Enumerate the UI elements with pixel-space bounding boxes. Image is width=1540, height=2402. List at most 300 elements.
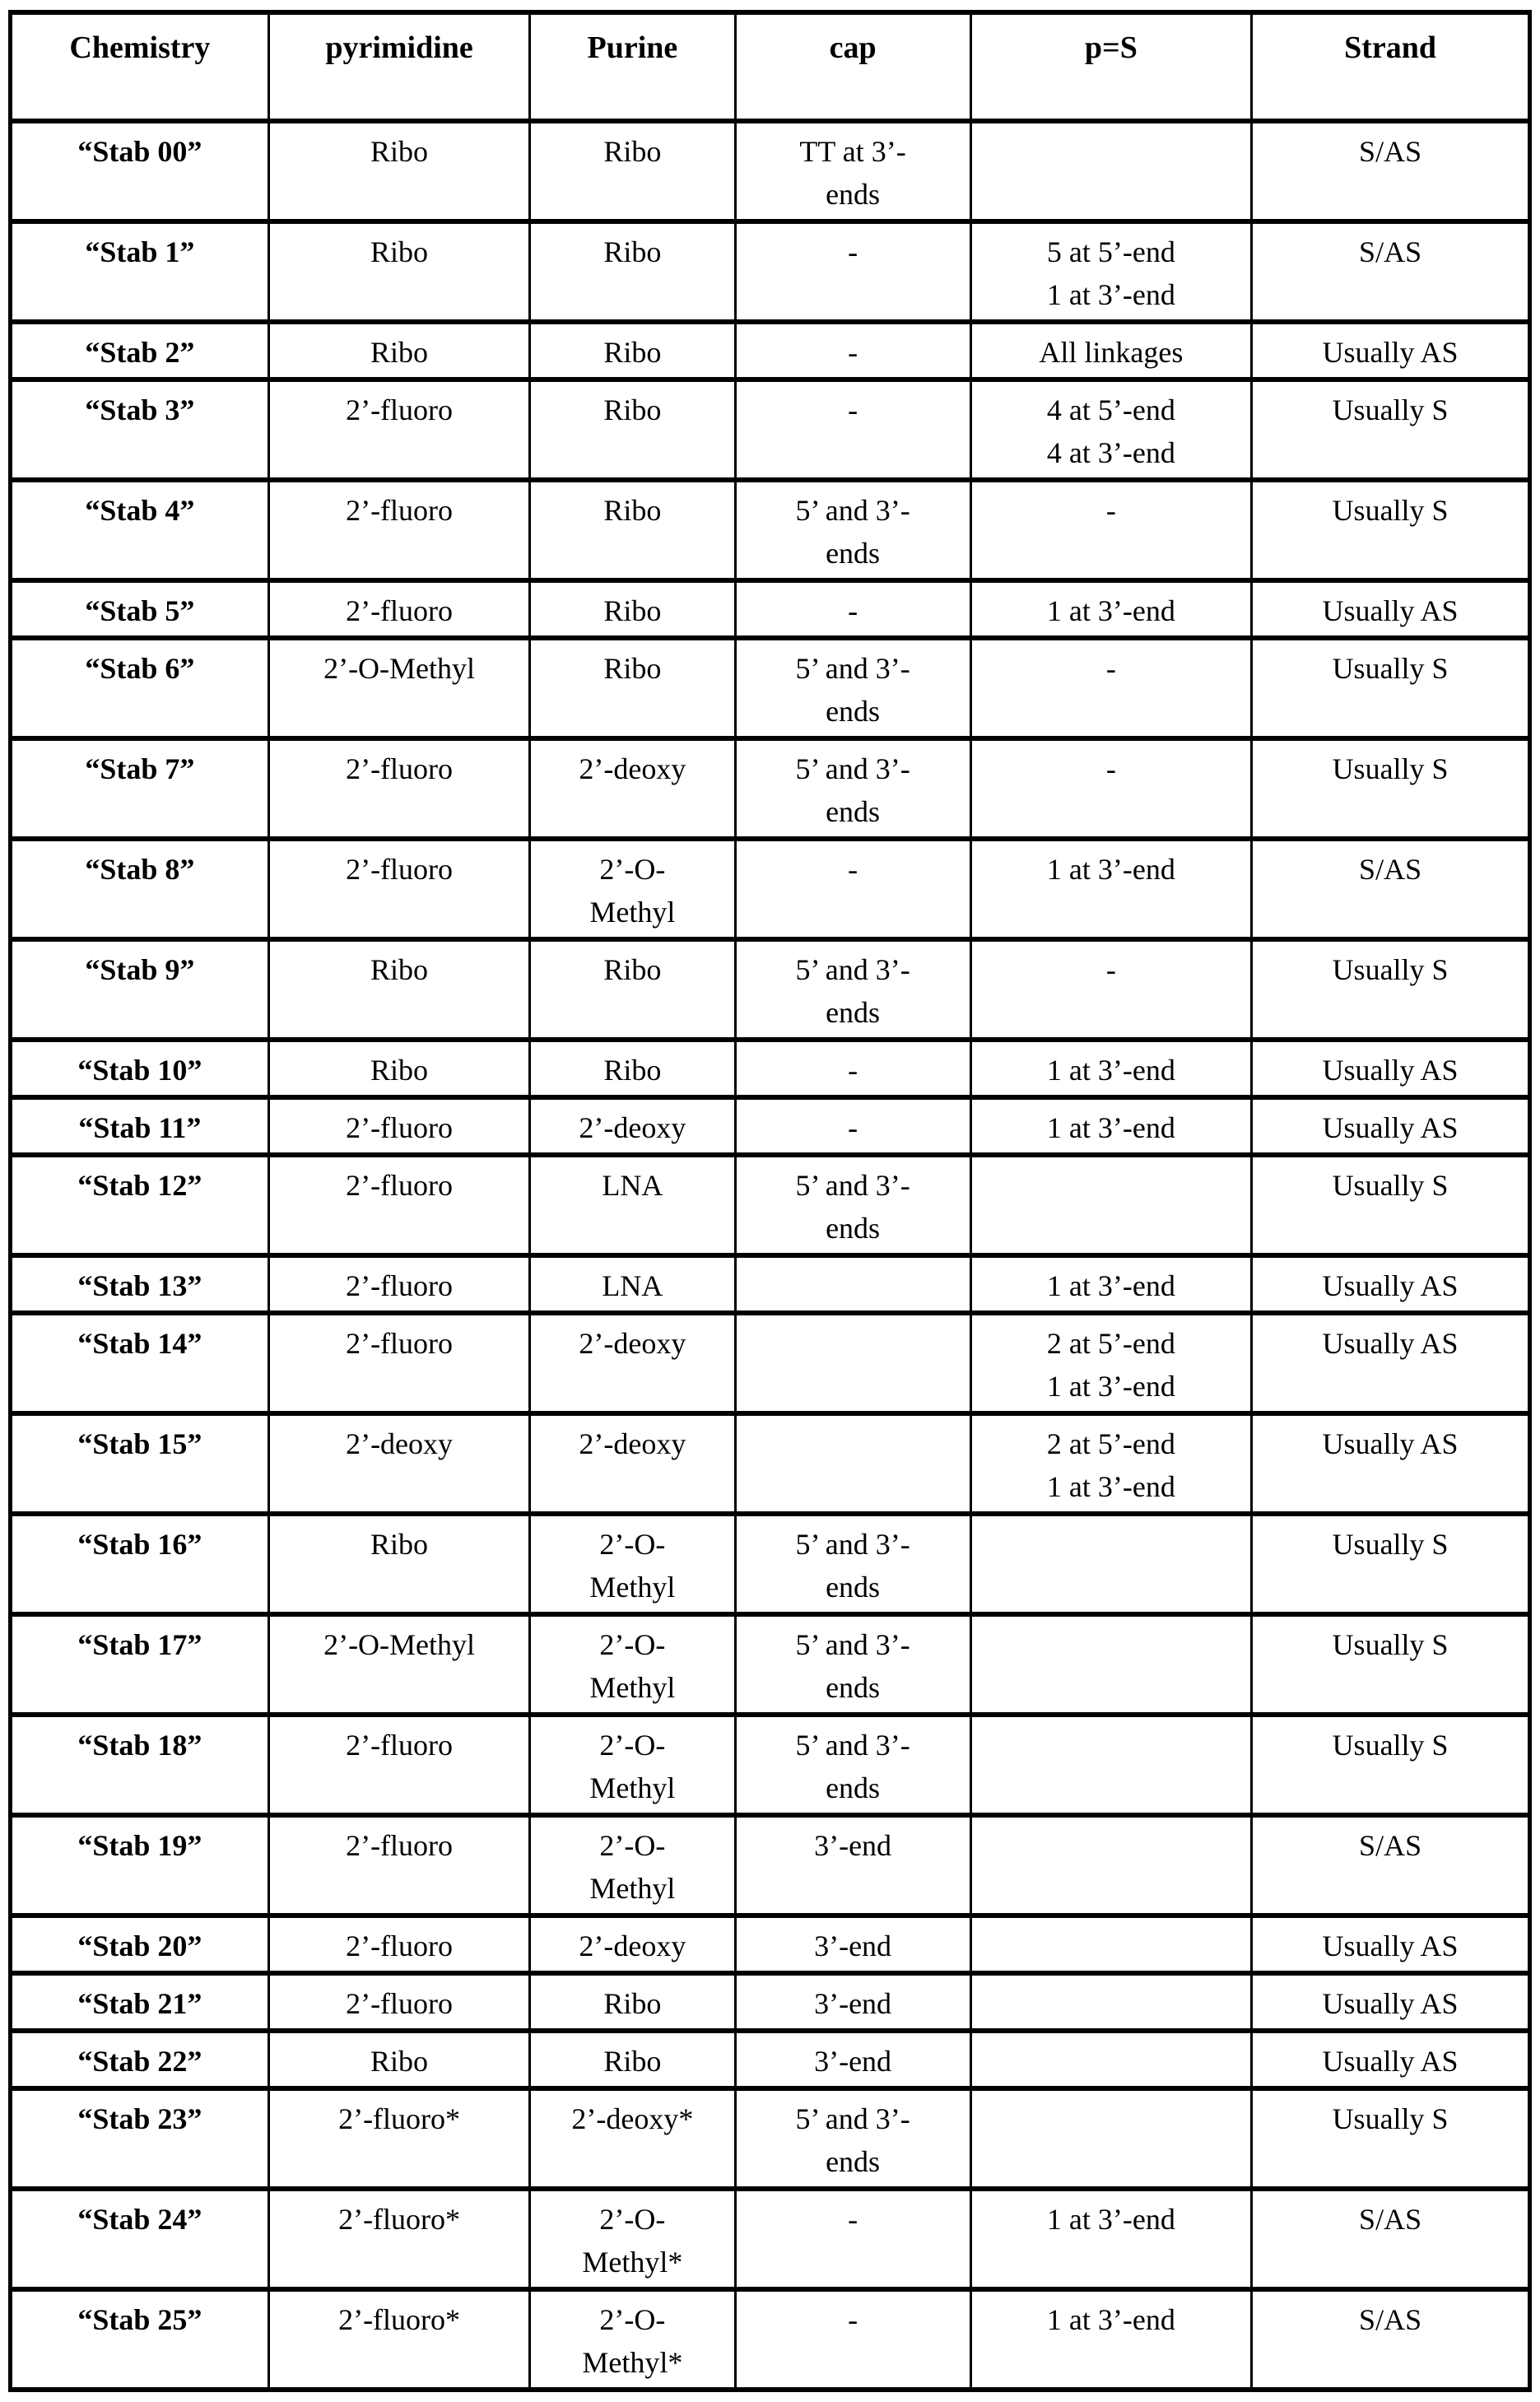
cell-line: 5’ and 3’- [795,1528,910,1561]
cell-ps [970,638,1252,738]
cell-line: Ribo [603,594,662,627]
table-row [11,480,1530,580]
table-row [11,580,1530,638]
cell-chemistry [11,580,269,638]
cell-line: Ribo [603,336,662,369]
cell-line: S/AS [1359,2303,1422,2336]
cell-purine [530,2289,735,2390]
cell-pyrimidine [268,1413,530,1514]
table-row [11,2289,1530,2390]
cell-line: 2’-O- [599,2203,666,2236]
cell-line: “Stab 24” [77,2203,202,2236]
cell-strand [1252,1040,1530,1097]
cell-line: Ribo [603,235,662,268]
cell-line: “Stab 6” [85,652,195,685]
cell-line: 2’-deoxy [346,1427,454,1460]
cell-purine [530,580,735,638]
cell-chemistry [11,2189,269,2289]
table-row [11,2031,1530,2088]
cell-line: 1 at 3’-end [1046,1470,1175,1503]
cell-line: “Stab 3” [85,393,195,426]
cell-ps [970,1916,1252,1973]
cell-cap [735,939,970,1040]
cell-purine [530,2189,735,2289]
table-row [11,638,1530,738]
cell-pyrimidine [268,839,530,939]
table-row [11,1040,1530,1097]
cell-pyrimidine [268,2289,530,2390]
cell-line: 2’-O- [599,853,666,886]
cell-line: - [1105,752,1116,785]
cell-purine [530,1973,735,2031]
cell-line: Ribo [370,953,429,986]
cell-ps [970,580,1252,638]
cell-line: Usually AS [1322,1269,1459,1302]
cell-chemistry [11,2031,269,2088]
cell-line: Methyl [589,1671,676,1704]
cell-line: 5’ and 3’- [795,953,910,986]
cell-line: 2’-deoxy [579,1427,686,1460]
cell-purine [530,1715,735,1815]
cell-pyrimidine [268,2088,530,2189]
column-header-cap: cap [735,12,970,121]
cell-line: Usually S [1332,2102,1449,2135]
cell-pyrimidine [268,1514,530,1614]
cell-ps [970,322,1252,379]
cell-line: 2’-fluoro [346,1829,454,1862]
cell-line: Ribo [370,235,429,268]
cell-line: “Stab 18” [77,1729,202,1762]
cell-chemistry [11,121,269,221]
cell-line: Ribo [370,336,429,369]
cell-line: 2’-fluoro* [338,2102,461,2135]
table-row [11,2189,1530,2289]
cell-line: TT at 3’- [799,135,906,168]
cell-pyrimidine [268,638,530,738]
cell-cap [735,638,970,738]
cell-line: 2’-fluoro [346,752,454,785]
table-row [11,1514,1530,1614]
cell-line: “Stab 10” [77,1054,202,1087]
cell-pyrimidine [268,1155,530,1255]
cell-line: 2 at 5’-end [1046,1427,1175,1460]
cell-strand [1252,738,1530,839]
header-row [11,12,1530,121]
cell-line: 1 at 3’-end [1046,853,1175,886]
cell-strand [1252,121,1530,221]
cell-line: ends [826,1571,881,1604]
cell-strand [1252,221,1530,322]
cell-line: Methyl [589,896,676,929]
cell-cap [735,1815,970,1916]
cell-ps [970,221,1252,322]
table-row [11,221,1530,322]
cell-cap [735,1715,970,1815]
table-row [11,322,1530,379]
cell-line: 2’-fluoro [346,853,454,886]
cell-line: 2’-O-Methyl [323,1628,476,1661]
cell-pyrimidine [268,580,530,638]
cell-line: - [1105,652,1116,685]
cell-purine [530,1155,735,1255]
cell-pyrimidine [268,2031,530,2088]
cell-line: LNA [602,1169,663,1202]
cell-line: ends [826,1671,881,1704]
cell-strand [1252,1097,1530,1155]
cell-line: “Stab 17” [77,1628,202,1661]
cell-cap [735,1155,970,1255]
cell-purine [530,121,735,221]
cell-purine [530,1815,735,1916]
cell-line: Methyl [589,1771,676,1804]
cell-ps [970,1040,1252,1097]
cell-line: 5 at 5’-end [1046,235,1175,268]
cell-line: “Stab 00” [77,135,202,168]
cell-line: “Stab 22” [77,2045,202,2078]
table-row [11,1614,1530,1715]
cell-line: 2’-fluoro [346,1269,454,1302]
cell-cap [735,2189,970,2289]
cell-line: - [848,2203,858,2236]
cell-line: 2’-O- [599,1729,666,1762]
cell-purine [530,2031,735,2088]
cell-ps [970,121,1252,221]
cell-line: S/AS [1359,235,1422,268]
cell-strand [1252,580,1530,638]
cell-line: 5’ and 3’- [795,1729,910,1762]
cell-cap [735,1040,970,1097]
table-row [11,1313,1530,1413]
cell-line: ends [826,2145,881,2178]
cell-line: - [1105,953,1116,986]
cell-line: Ribo [603,135,662,168]
cell-cap [735,1313,970,1413]
cell-line: - [848,2303,858,2336]
cell-cap [735,1255,970,1313]
cell-line: Usually S [1332,752,1449,785]
cell-ps [970,839,1252,939]
cell-chemistry [11,1514,269,1614]
cell-cap [735,1916,970,1973]
cell-line: ends [826,537,881,570]
cell-line: ends [826,996,881,1029]
cell-line: 2’-fluoro [346,1729,454,1762]
cell-ps [970,1614,1252,1715]
cell-line: 1 at 3’-end [1046,2203,1175,2236]
cell-line: 2 at 5’-end [1046,1327,1175,1360]
cell-cap [735,121,970,221]
cell-purine [530,1040,735,1097]
cell-line: 2’-fluoro [346,494,454,527]
column-header-ps: p=S [970,12,1252,121]
cell-line: ends [826,795,881,828]
cell-line: ends [826,1212,881,1245]
cell-ps [970,2088,1252,2189]
cell-line: “Stab 21” [77,1987,202,2020]
cell-chemistry [11,2088,269,2189]
cell-cap [735,379,970,480]
cell-strand [1252,638,1530,738]
cell-line: 1 at 3’-end [1046,1054,1175,1087]
cell-chemistry [11,322,269,379]
cell-line: S/AS [1359,853,1422,886]
table-row [11,738,1530,839]
cell-line: All linkages [1039,336,1184,369]
cell-purine [530,839,735,939]
cell-line: 5’ and 3’- [795,1628,910,1661]
cell-ps [970,2189,1252,2289]
cell-chemistry [11,1313,269,1413]
cell-strand [1252,839,1530,939]
cell-line: Usually AS [1322,336,1459,369]
column-header-chemistry: Chemistry [11,12,269,121]
cell-line: Usually AS [1322,1427,1459,1460]
cell-chemistry [11,221,269,322]
cell-chemistry [11,1973,269,2031]
cell-pyrimidine [268,1715,530,1815]
cell-line: Usually AS [1322,1111,1459,1144]
stab-chemistry-table [8,10,1532,2392]
cell-pyrimidine [268,221,530,322]
table-row [11,1097,1530,1155]
cell-line: 2’-fluoro [346,1987,454,2020]
cell-line: “Stab 9” [85,953,195,986]
cell-line: 2’-O- [599,1628,666,1661]
cell-ps [970,1413,1252,1514]
cell-line: 2’-O- [599,2303,666,2336]
cell-chemistry [11,939,269,1040]
cell-cap [735,580,970,638]
cell-pyrimidine [268,1255,530,1313]
cell-line: Ribo [370,135,429,168]
cell-purine [530,1255,735,1313]
cell-line: Usually AS [1322,1054,1459,1087]
cell-pyrimidine [268,480,530,580]
cell-line: - [1105,494,1116,527]
cell-cap [735,2088,970,2189]
cell-ps [970,1514,1252,1614]
cell-line: Ribo [603,1054,662,1087]
cell-strand [1252,2031,1530,2088]
cell-line: Methyl [589,1872,676,1905]
cell-ps [970,1155,1252,1255]
cell-line: Methyl* [582,2346,683,2379]
cell-line: “Stab 1” [85,235,195,268]
cell-line: Usually AS [1322,1987,1459,2020]
cell-strand [1252,1815,1530,1916]
cell-line: 2’-deoxy [579,1111,686,1144]
column-header-purine: Purine [530,12,735,121]
cell-chemistry [11,1040,269,1097]
cell-line: ends [826,1771,881,1804]
cell-pyrimidine [268,738,530,839]
cell-cap [735,738,970,839]
cell-line: “Stab 7” [85,752,195,785]
cell-chemistry [11,1155,269,1255]
table-body [11,121,1530,2390]
cell-chemistry [11,638,269,738]
cell-strand [1252,1255,1530,1313]
cell-strand [1252,1514,1530,1614]
cell-cap [735,1514,970,1614]
cell-ps [970,1815,1252,1916]
cell-line: S/AS [1359,1829,1422,1862]
cell-strand [1252,2289,1530,2390]
cell-ps [970,379,1252,480]
cell-purine [530,1614,735,1715]
cell-chemistry [11,480,269,580]
cell-pyrimidine [268,939,530,1040]
cell-line: Ribo [603,2045,662,2078]
cell-line: Usually S [1332,393,1449,426]
cell-cap [735,322,970,379]
table-row [11,1815,1530,1916]
cell-chemistry [11,379,269,480]
cell-line: 1 at 3’-end [1046,594,1175,627]
cell-strand [1252,480,1530,580]
cell-line: 2’-deoxy [579,1327,686,1360]
cell-purine [530,1916,735,1973]
cell-line: Ribo [370,1054,429,1087]
cell-strand [1252,2189,1530,2289]
cell-purine [530,1097,735,1155]
cell-line: “Stab 4” [85,494,195,527]
cell-line: ends [826,178,881,211]
cell-line: Ribo [370,1528,429,1561]
cell-chemistry [11,1255,269,1313]
cell-line: Methyl [589,1571,676,1604]
cell-line: 5’ and 3’- [795,1169,910,1202]
cell-line: - [848,1111,858,1144]
cell-line: 3’-end [814,1930,892,1962]
cell-line: 5’ and 3’- [795,2102,910,2135]
cell-cap [735,480,970,580]
cell-purine [530,379,735,480]
cell-line: - [848,393,858,426]
cell-line: 2’-O-Methyl [323,652,476,685]
table-row [11,939,1530,1040]
cell-cap [735,1614,970,1715]
cell-purine [530,221,735,322]
cell-line: 2’-deoxy [579,752,686,785]
table-row [11,1973,1530,2031]
cell-line: 2’-fluoro [346,1327,454,1360]
column-header-strand: Strand [1252,12,1530,121]
cell-ps [970,480,1252,580]
cell-chemistry [11,738,269,839]
cell-cap [735,1973,970,2031]
table-row [11,121,1530,221]
cell-ps [970,1313,1252,1413]
cell-pyrimidine [268,379,530,480]
cell-line: Usually S [1332,1628,1449,1661]
cell-cap [735,1097,970,1155]
cell-line: S/AS [1359,2203,1422,2236]
cell-pyrimidine [268,1097,530,1155]
cell-line: Ribo [603,652,662,685]
cell-line: “Stab 25” [77,2303,202,2336]
cell-line: Usually S [1332,494,1449,527]
cell-line: 2’-O- [599,1829,666,1862]
cell-strand [1252,1614,1530,1715]
cell-chemistry [11,839,269,939]
cell-strand [1252,1916,1530,1973]
cell-line: “Stab 15” [77,1427,202,1460]
cell-chemistry [11,1097,269,1155]
cell-line: “Stab 5” [85,594,195,627]
cell-strand [1252,1973,1530,2031]
cell-line: Usually S [1332,1169,1449,1202]
cell-line: Ribo [603,1987,662,2020]
cell-pyrimidine [268,121,530,221]
cell-strand [1252,1313,1530,1413]
cell-pyrimidine [268,1614,530,1715]
cell-line: 2’-fluoro [346,1169,454,1202]
cell-pyrimidine [268,2189,530,2289]
cell-chemistry [11,1815,269,1916]
cell-line: 2’-deoxy* [571,2102,694,2135]
table-row [11,379,1530,480]
cell-line: “Stab 14” [77,1327,202,1360]
cell-chemistry [11,2289,269,2390]
cell-line: Usually AS [1322,1930,1459,1962]
cell-purine [530,638,735,738]
cell-purine [530,322,735,379]
cell-purine [530,1514,735,1614]
cell-chemistry [11,1614,269,1715]
cell-line: Usually S [1332,953,1449,986]
cell-purine [530,1413,735,1514]
cell-ps [970,1973,1252,2031]
cell-strand [1252,379,1530,480]
cell-chemistry [11,1916,269,1973]
table-row [11,1916,1530,1973]
cell-line: - [848,1054,858,1087]
cell-line: “Stab 12” [77,1169,202,1202]
cell-strand [1252,2088,1530,2189]
cell-line: 5’ and 3’- [795,752,910,785]
cell-ps [970,738,1252,839]
cell-pyrimidine [268,1313,530,1413]
cell-cap [735,2031,970,2088]
cell-ps [970,1715,1252,1815]
cell-purine [530,939,735,1040]
cell-chemistry [11,1413,269,1514]
cell-purine [530,480,735,580]
cell-line: “Stab 11” [78,1111,202,1144]
table-header [11,12,1530,121]
cell-strand [1252,322,1530,379]
cell-line: 1 at 3’-end [1046,1269,1175,1302]
cell-ps [970,939,1252,1040]
cell-strand [1252,1715,1530,1815]
cell-line: 2’-fluoro [346,1111,454,1144]
cell-line: “Stab 2” [85,336,195,369]
cell-line: - [848,235,858,268]
cell-chemistry [11,1715,269,1815]
cell-pyrimidine [268,1815,530,1916]
cell-line: 1 at 3’-end [1046,278,1175,311]
cell-line: 4 at 5’-end [1046,393,1175,426]
table-row [11,1413,1530,1514]
cell-line: 1 at 3’-end [1046,1111,1175,1144]
cell-purine [530,2088,735,2189]
cell-cap [735,839,970,939]
cell-line: 4 at 3’-end [1046,436,1175,469]
cell-line: - [848,594,858,627]
cell-line: 3’-end [814,1829,892,1862]
cell-line: - [848,853,858,886]
